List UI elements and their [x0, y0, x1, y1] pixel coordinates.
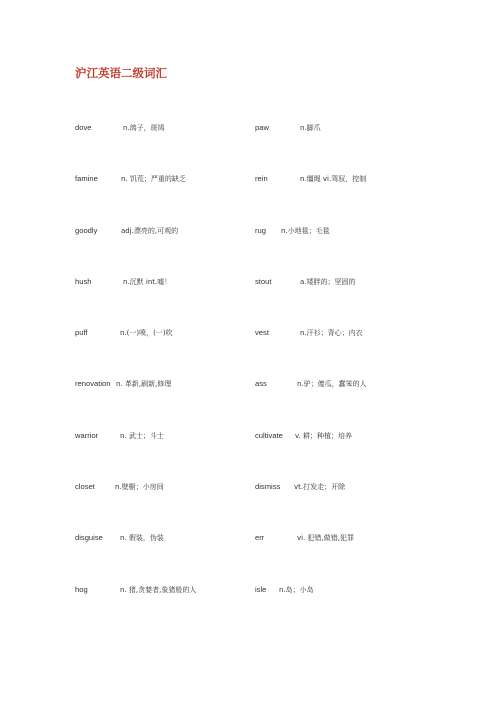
vocab-word: warrior: [75, 430, 99, 440]
vocab-row: [75, 123, 435, 174]
vocab-meaning: a.矮胖的；坚固的: [300, 277, 356, 286]
vocab-meaning: vi. 犯错,做错,犯罪: [297, 534, 354, 543]
vocab-word: hush: [75, 276, 92, 286]
vocab-meaning: v. 耕；种植；培养: [295, 431, 353, 440]
vocab-word: closet: [75, 482, 95, 492]
vocab-word: ass: [255, 379, 267, 389]
vocab-row: [75, 379, 435, 430]
vocab-meaning: n.鸽子，斑鸠: [123, 124, 165, 132]
vocab-word: famine: [75, 174, 98, 184]
vocab-word: puff: [75, 328, 88, 338]
vocab-word: hog: [75, 584, 88, 594]
vocab-meaning: n.(一)喷，(一)吹: [120, 329, 173, 338]
vocab-meaning: n.驴；傻瓜，蠢笨的人: [297, 380, 367, 389]
vocab-row: [75, 533, 435, 584]
vocab-meaning: n.脚爪: [300, 124, 321, 132]
vocab-row: [75, 585, 435, 636]
vocab-meaning: n. 假装，伪装: [120, 534, 164, 543]
vocab-row: [75, 226, 435, 277]
vocab-row: [75, 174, 435, 225]
vocab-word: renovation: [75, 379, 111, 389]
vocab-meaning: n.壁橱；小房间: [115, 483, 164, 492]
vocab-row: [75, 277, 435, 328]
vocab-meaning: n.岛；小岛: [279, 585, 314, 594]
vocab-row: [75, 328, 435, 379]
vocab-word: vest: [255, 328, 269, 338]
vocab-meaning: n. 猪,贪婪者,象猪般的人: [120, 585, 197, 594]
vocab-meaning: n. 武士；斗士: [120, 431, 164, 440]
vocab-meaning: n.沉默 int.嘘！: [123, 277, 172, 286]
vocab-word: rein: [255, 174, 268, 184]
vocab-word: stout: [255, 276, 272, 286]
vocab-word: paw: [255, 123, 269, 132]
vocab-word: cultivate: [255, 430, 283, 440]
page-title: 沪江英语二级词汇: [75, 66, 167, 80]
vocab-word: goodly: [75, 225, 98, 235]
vocab-meaning: n.小地毯；毛毯: [281, 226, 330, 235]
vocab-word: disguise: [75, 533, 103, 543]
vocabulary-table: [75, 123, 435, 636]
vocab-word: dismiss: [255, 482, 281, 492]
vocab-meaning: n. 饥荒；严重的缺乏: [121, 175, 186, 184]
vocab-word: rug: [255, 225, 266, 235]
vocab-meaning: vt.打发走；开除: [294, 483, 346, 492]
vocab-meaning: n.缰绳 vi.驾驭，控制: [300, 175, 367, 184]
vocab-meaning: n.汗衫；背心；内衣: [300, 329, 363, 338]
vocab-row: [75, 431, 435, 482]
vocab-meaning: adj.漂亮的,可观的: [121, 226, 179, 235]
vocab-word: dove: [75, 123, 92, 132]
vocab-word: isle: [255, 584, 267, 594]
vocab-meaning: n. 革新,刷新,修理: [116, 380, 172, 389]
vocab-row: [75, 482, 435, 533]
vocab-word: err: [255, 533, 265, 543]
